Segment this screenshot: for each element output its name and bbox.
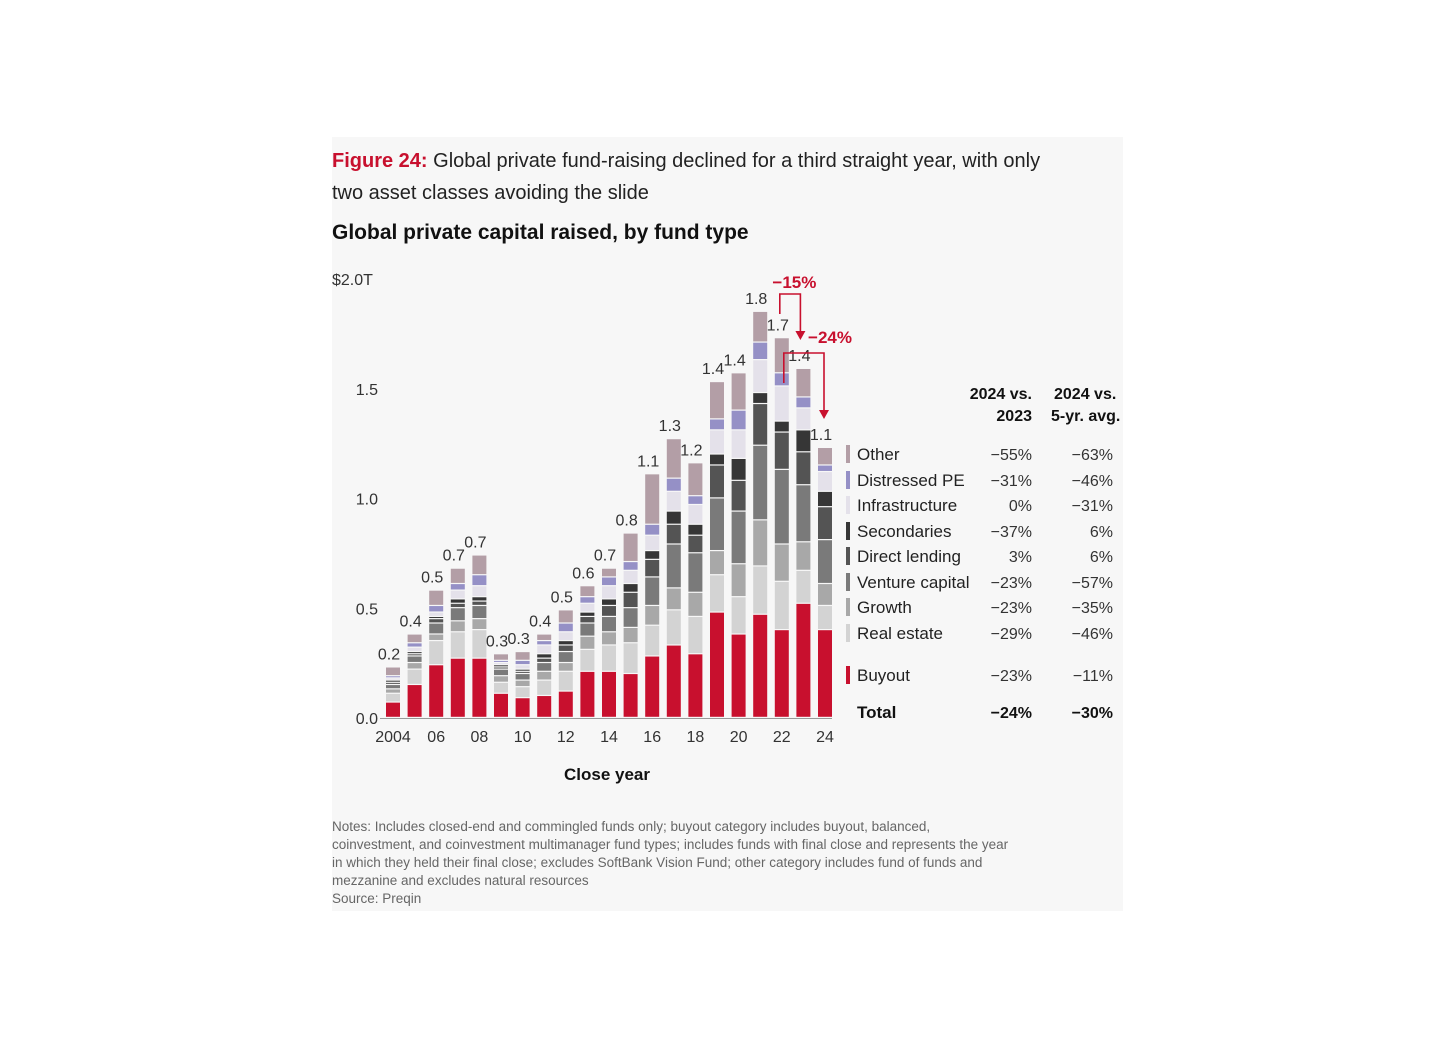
bar-segment	[775, 582, 789, 629]
total-label: 1.1	[637, 453, 660, 471]
bar-segment	[732, 635, 746, 717]
bar-segment	[796, 409, 810, 430]
bar-segment	[753, 615, 767, 717]
bar-segment	[732, 597, 746, 633]
bar-segment	[386, 685, 400, 688]
total-label: 1.3	[658, 418, 681, 436]
table-cell: −23%	[990, 575, 1032, 592]
bar-segment	[408, 635, 422, 643]
total-label: 1.2	[680, 442, 703, 460]
bar-segment	[472, 606, 486, 618]
bar-segment	[494, 654, 508, 659]
bar-segment	[580, 672, 594, 717]
legend-label: Distressed PE	[857, 471, 965, 490]
bar-segment	[537, 696, 551, 717]
bar-segment	[775, 338, 789, 372]
bar-segment	[429, 635, 443, 640]
bar-segment	[408, 652, 422, 653]
table-header: 2024 vs.	[969, 386, 1032, 403]
bar-segment	[559, 646, 573, 651]
bar-segment	[624, 608, 638, 627]
bar-segment	[796, 430, 810, 451]
total-label: 0.6	[572, 565, 595, 583]
total-label: 1.4	[701, 361, 725, 379]
bar-segment	[472, 597, 486, 600]
bar-segment	[537, 659, 551, 662]
notes-line-3: in which they held their final close; excludes SoftBank Vision Fund; other category includes fund of funds and	[332, 855, 983, 870]
bar-segment	[408, 685, 422, 717]
bar-segment	[667, 525, 681, 544]
bar-segment	[775, 630, 789, 717]
bar-segment	[429, 665, 443, 716]
table-cell: −57%	[1071, 575, 1113, 592]
figure-title-line-2: two asset classes avoiding the slide	[332, 182, 649, 204]
bar-segment	[408, 670, 422, 684]
total-label: 0.7	[464, 534, 487, 552]
legend-label: Other	[857, 445, 900, 464]
bar-segment	[775, 433, 789, 469]
bar-segment	[667, 588, 681, 609]
bar-segment	[580, 613, 594, 616]
bar-segment	[559, 652, 573, 662]
x-tick-label: 12	[556, 729, 575, 746]
bar-segment	[645, 626, 659, 656]
bar-segment	[602, 617, 616, 631]
table-cell: 3%	[1008, 549, 1032, 566]
x-tick-label: 24	[816, 729, 834, 746]
bar-segment	[386, 694, 400, 702]
bar-segment	[429, 613, 443, 616]
total-label: 1.4	[788, 347, 811, 365]
bar-segment	[796, 452, 810, 484]
bar-segment	[818, 540, 832, 583]
x-tick-label: 18	[686, 729, 705, 746]
total-label: 1.7	[766, 317, 789, 335]
bar-segment	[580, 586, 594, 596]
annotation-arrowhead	[795, 331, 805, 340]
bar-segment	[537, 635, 551, 640]
bar-segment	[624, 593, 638, 607]
bar-segment	[732, 459, 746, 480]
table-cell: −35%	[1071, 600, 1113, 617]
bar-segment	[559, 632, 573, 640]
bar-segment	[753, 360, 767, 392]
total-label: 0.3	[485, 633, 509, 651]
bar-segment	[688, 525, 702, 535]
bar-segment	[559, 610, 573, 622]
bar-segment	[645, 525, 659, 535]
bar-segment	[537, 672, 551, 680]
legend-label: Infrastructure	[857, 496, 958, 515]
bar-segment	[732, 430, 746, 457]
bar-segment	[710, 455, 724, 465]
legend-label: Buyout	[857, 666, 910, 685]
chart-title: Global private capital raised, by fund type	[332, 221, 749, 244]
bar-segment	[710, 419, 724, 429]
bar-segment	[688, 553, 702, 591]
bar-segment	[472, 556, 486, 575]
annotation-label: −24%	[808, 328, 852, 347]
bar-segment	[408, 657, 422, 662]
bar-segment	[472, 586, 486, 596]
bar-segment	[688, 505, 702, 524]
notes	[332, 818, 1123, 908]
legend-label: Growth	[857, 598, 912, 617]
legend-swatch	[846, 666, 850, 684]
bar-segment	[753, 520, 767, 565]
bar-segment	[818, 630, 832, 717]
bar-segment	[494, 670, 508, 675]
bar-segment	[753, 393, 767, 403]
bar-segment	[516, 687, 530, 697]
bar-segment	[796, 571, 810, 603]
bar-segment	[818, 448, 832, 464]
x-tick-label: 16	[643, 729, 662, 746]
bar-segment	[710, 575, 724, 611]
bar-segment	[710, 430, 724, 453]
x-axis-title: Close year	[564, 765, 650, 784]
bar-segment	[796, 604, 810, 717]
bar-segment	[710, 382, 724, 418]
bar-segment	[732, 481, 746, 511]
total-label: 0.4	[399, 613, 422, 631]
bar-segment	[602, 632, 616, 644]
table-cell: −55%	[990, 447, 1032, 464]
table-cell: −29%	[990, 626, 1032, 643]
bar-segment	[451, 599, 465, 602]
bar-segment	[732, 373, 746, 409]
bar-segment	[775, 387, 789, 421]
legend-swatch	[846, 471, 850, 489]
bar-segment	[710, 613, 724, 717]
bar-segment	[645, 606, 659, 625]
bar-segment	[796, 485, 810, 541]
bar-segment	[559, 641, 573, 644]
bar-segment	[537, 641, 551, 644]
bar-segment	[796, 369, 810, 396]
bar-segment	[472, 659, 486, 717]
figure-label: Figure 24:	[332, 150, 428, 172]
bar-segment	[710, 466, 724, 498]
bar-segment	[580, 624, 594, 636]
bar-segment	[624, 643, 638, 673]
bar-segment	[624, 562, 638, 570]
x-tick-label: 10	[513, 729, 532, 746]
x-tick-label: 22	[772, 729, 791, 746]
bar-segment	[494, 661, 508, 662]
table-header: 2024 vs.	[1054, 386, 1117, 403]
bar-segment	[494, 665, 508, 666]
bar-segment	[451, 584, 465, 589]
bar-segment	[386, 678, 400, 679]
bar-segment	[818, 584, 832, 605]
bar-segment	[537, 681, 551, 695]
bar-segment	[516, 665, 530, 668]
bar-segment	[429, 617, 443, 618]
y-tick-label: $2.0T	[332, 272, 373, 289]
bar-segment	[624, 571, 638, 583]
bar-segment	[667, 512, 681, 524]
bar-segment	[602, 672, 616, 717]
bar-segment	[753, 567, 767, 614]
bar-segment	[559, 663, 573, 671]
legend-swatch	[846, 547, 850, 565]
total-label: 0.4	[529, 613, 552, 631]
bar-segment	[494, 694, 508, 717]
bar-segment	[732, 512, 746, 563]
bar-segment	[624, 584, 638, 592]
bar-segment	[516, 698, 530, 717]
table-cell: −46%	[1071, 626, 1113, 643]
total-label: 1.8	[745, 290, 768, 308]
bar-segment	[775, 422, 789, 432]
bar-segment	[602, 586, 616, 598]
bar-segment	[688, 593, 702, 616]
legend-swatch	[846, 624, 850, 642]
bar-segment	[408, 643, 422, 646]
bar-segment	[645, 536, 659, 550]
bar-segment	[818, 492, 832, 506]
bar-segment	[753, 446, 767, 519]
legend-label: Secondaries	[857, 522, 952, 541]
bar-segment	[818, 606, 832, 629]
total-label: 0.5	[550, 589, 573, 607]
total-label: 1.1	[809, 427, 833, 445]
bar-segment	[753, 343, 767, 359]
table-cell: −23%	[990, 668, 1032, 685]
bar-segment	[494, 663, 508, 664]
bar-segment	[645, 551, 659, 559]
bar-segment	[516, 652, 530, 660]
table-cell: −31%	[990, 473, 1032, 490]
bar-segment	[602, 599, 616, 604]
bar-segment	[602, 606, 616, 616]
annotation-label: −15%	[772, 273, 817, 292]
bar-segment	[645, 560, 659, 576]
bar-segment	[386, 681, 400, 682]
bar-segment	[451, 632, 465, 657]
table-cell: 6%	[1089, 549, 1113, 566]
bar-segment	[451, 569, 465, 583]
bar-segment	[472, 630, 486, 657]
bar-segment	[645, 578, 659, 605]
bar-segment	[429, 624, 443, 634]
bar-segment	[667, 646, 681, 717]
table-header: 2023	[996, 408, 1032, 425]
bar-segment	[667, 439, 681, 477]
y-tick-label: 0.5	[355, 601, 378, 619]
legend-swatch	[846, 573, 850, 591]
legend-label: Direct lending	[857, 547, 961, 566]
bar-segment	[580, 604, 594, 612]
bar-segment	[580, 637, 594, 649]
bar-segment	[624, 628, 638, 642]
total-label: 0.8	[615, 512, 638, 530]
table-cell: −37%	[990, 524, 1032, 541]
annotation-arrowhead	[819, 410, 829, 419]
bar-segment	[451, 621, 465, 631]
bar-segment	[429, 619, 443, 622]
legend-swatch	[846, 522, 850, 540]
bar-segment	[796, 542, 810, 569]
bar-segment	[472, 575, 486, 585]
table-cell: −63%	[1071, 447, 1113, 464]
stacked-bar-chart	[332, 137, 1123, 817]
source-line: Source: Preqin	[332, 891, 422, 906]
notes-line-2: coinvestment, and coinvestment multimanager fund types; includes funds with final close and represents the year	[332, 837, 1009, 852]
bar-segment	[451, 591, 465, 599]
bar-segment	[451, 604, 465, 607]
bar-segment	[710, 551, 724, 574]
bar-segment	[408, 654, 422, 655]
bar-segment	[753, 404, 767, 445]
bar-segment	[645, 474, 659, 523]
bar-segment	[386, 689, 400, 692]
y-tick-label: 1.5	[355, 381, 378, 399]
bar-segment	[451, 659, 465, 717]
bar-segment	[667, 545, 681, 588]
bar-segment	[580, 597, 594, 602]
total-label: 0.5	[421, 569, 444, 587]
bar-segment	[667, 479, 681, 491]
total-label: 0.7	[593, 547, 617, 565]
bar-segment	[688, 496, 702, 504]
bar-segment	[624, 674, 638, 717]
bar-segment	[408, 663, 422, 668]
legend-swatch	[846, 445, 850, 463]
legend-swatch	[846, 496, 850, 514]
bar-segment	[688, 654, 702, 716]
table-cell: −11%	[1072, 668, 1113, 685]
legend-total-label: Total	[857, 703, 897, 722]
table-total-cell: −24%	[990, 705, 1032, 722]
total-label: 0.7	[442, 547, 465, 565]
bar-segment	[516, 681, 530, 686]
bar-segment	[818, 466, 832, 471]
bar-segment	[537, 646, 551, 654]
y-tick-label: 1.0	[355, 491, 378, 509]
bar-segment	[472, 602, 486, 605]
bar-segment	[429, 606, 443, 611]
total-label: 0.2	[377, 646, 401, 664]
total-label: 0.3	[507, 631, 530, 649]
bar-segment	[516, 674, 530, 679]
bar-segment	[775, 373, 789, 385]
bar-segment	[818, 472, 832, 491]
bar-segment	[429, 641, 443, 664]
x-tick-label: 08	[470, 729, 489, 746]
bar-segment	[537, 654, 551, 657]
table-cell: 6%	[1089, 524, 1113, 541]
bar-segment	[732, 564, 746, 596]
x-tick-label: 20	[729, 729, 748, 746]
legend-label: Venture capital	[857, 573, 970, 592]
bar-segment	[688, 536, 702, 552]
bar-segment	[559, 692, 573, 717]
table-cell: −31%	[1071, 498, 1113, 515]
bar-segment	[753, 312, 767, 342]
total-label: 1.4	[723, 352, 746, 370]
table-header: 5-yr. avg.	[1051, 408, 1121, 425]
x-tick-label: 14	[600, 729, 618, 746]
table-total-cell: −30%	[1071, 705, 1113, 722]
notes-line-1: Notes: Includes closed-end and commingled funds only; buyout category includes buyout, balanced,	[332, 819, 931, 834]
bar-segment	[602, 569, 616, 577]
bar-segment	[602, 578, 616, 586]
bar-segment	[796, 398, 810, 408]
figure-card	[332, 137, 1123, 911]
bar-segment	[667, 492, 681, 511]
table-cell: −23%	[990, 600, 1032, 617]
bar-segment	[537, 663, 551, 671]
bar-segment	[645, 657, 659, 717]
bar-segment	[386, 676, 400, 677]
bar-segment	[624, 534, 638, 561]
table-cell: 0%	[1008, 498, 1032, 515]
bar-segment	[494, 683, 508, 693]
bar-segment	[580, 617, 594, 622]
bar-segment	[602, 646, 616, 671]
bar-segment	[494, 668, 508, 669]
bar-segment	[429, 591, 443, 605]
bar-segment	[732, 411, 746, 430]
bar-segment	[688, 617, 702, 653]
bar-segment	[494, 676, 508, 681]
bar-segment	[408, 648, 422, 651]
figure-title-text: Global private fund-raising declined for a third straight year, with only	[433, 150, 1041, 172]
bar-segment	[559, 624, 573, 632]
bar-segment	[775, 470, 789, 543]
bar-segment	[775, 545, 789, 581]
bar-segment	[818, 507, 832, 539]
bar-segment	[472, 619, 486, 629]
bar-segment	[516, 672, 530, 673]
x-tick-label: 2004	[375, 729, 411, 746]
bar-segment	[451, 608, 465, 620]
bar-segment	[559, 672, 573, 691]
bar-segment	[516, 670, 530, 671]
bar-segment	[386, 683, 400, 684]
bar-segment	[516, 661, 530, 664]
legend-swatch	[846, 598, 850, 616]
x-tick-label: 06	[427, 729, 446, 746]
y-tick-label: 0.0	[355, 711, 378, 728]
bar-segment	[667, 610, 681, 644]
bar-segment	[688, 463, 702, 495]
legend-label: Real estate	[857, 624, 943, 643]
bar-segment	[580, 650, 594, 671]
bar-segment	[710, 499, 724, 550]
table-cell: −46%	[1071, 473, 1113, 490]
bar-segment	[386, 668, 400, 676]
notes-line-4: mezzanine and excludes natural resources	[332, 873, 589, 888]
bar-segment	[386, 703, 400, 717]
